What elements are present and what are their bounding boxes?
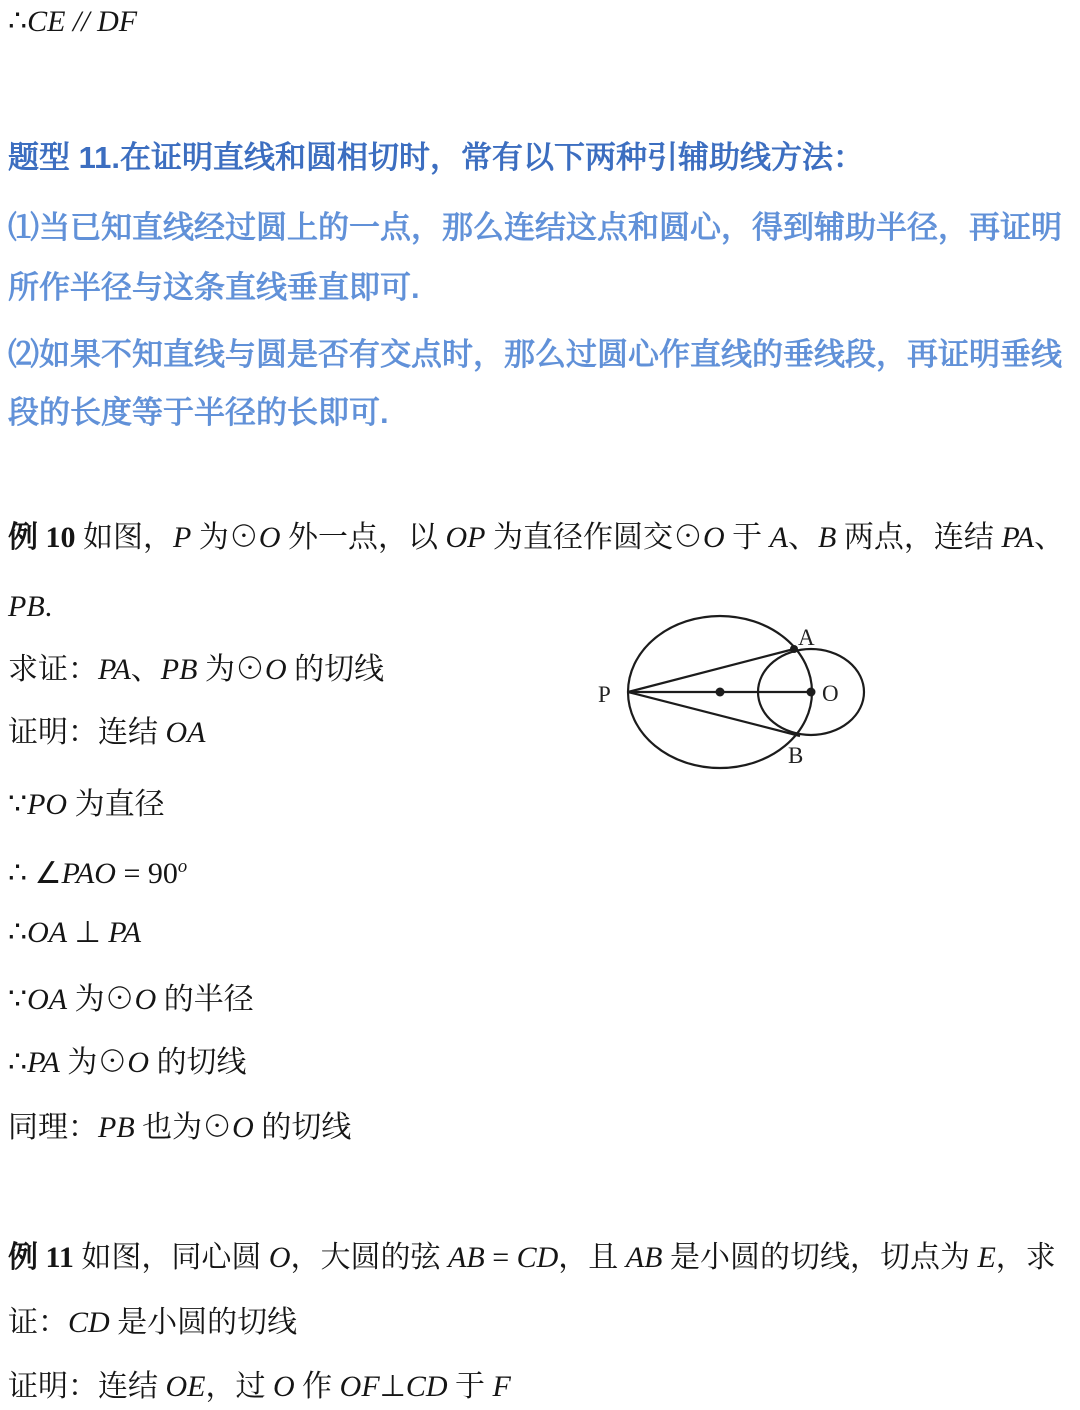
text-segment: 、 [788,521,818,554]
text-segment: 所作半径与这条直线垂直即可. [8,270,420,305]
point-o-dot [807,688,816,697]
text-segment: 是小圆的切线，切点为 [662,1241,978,1274]
text-segment: 的切线 [286,653,385,686]
text-segment: 证明：连结 [8,1370,166,1403]
text-segment: P [173,521,192,554]
text-segment: ∴ [8,916,28,949]
text-segment: PB [160,653,198,686]
text-segment: PA [108,916,142,949]
text-segment: O [232,1111,254,1144]
text-segment: ∵ [8,788,28,821]
text-segment: CD [516,1241,559,1274]
text-segment: F [492,1370,511,1403]
text-segment: O [703,521,725,554]
text-segment: CD [405,1370,448,1403]
text-segment: O [127,1046,150,1079]
proof-step-angle-pao-90 [8,845,187,896]
text-segment: 证明：连结 [8,716,166,749]
text-segment: 于 [447,1370,493,1403]
text-segment: 为⊙ [67,983,135,1016]
text-segment: 的半径 [156,983,254,1016]
example-10-to-prove [8,648,384,692]
text-segment: E [977,1241,996,1274]
text-segment: ，求 [995,1241,1056,1274]
proof-step-oa-radius [8,978,254,1022]
proof-step-pb-tangent-likewise [8,1106,351,1150]
text-segment: O [134,983,157,1016]
text-segment: 例 10 [8,521,83,554]
example-10-statement-line-1 [8,516,1064,560]
method-1-line-2 [8,266,420,310]
text-segment: 求证： [8,653,98,686]
point-a-dot [790,645,798,653]
text-segment: AB [625,1241,663,1274]
label-p: P [598,682,611,707]
text-segment: ∴ [8,1046,28,1079]
text-segment: ∴ ∠ [8,857,62,890]
geometry-figure [560,603,900,788]
text-segment: PB [8,590,45,623]
text-segment: ⊥ [67,916,109,949]
method-1-line-1 [8,206,1062,250]
text-segment: . [44,590,53,623]
text-segment: 外一点，以 [280,521,446,554]
text-segment: 为直径 [67,788,165,821]
text-segment: OA [27,983,68,1016]
text-segment: OF [339,1370,380,1403]
proof-step-oa-perp-pa [8,911,141,955]
text-segment: 同理： [8,1111,98,1144]
text-segment: O [273,1370,295,1403]
text-segment: AB [448,1241,485,1274]
segment-pa [628,649,794,692]
text-segment: PAO [61,857,116,890]
text-segment: 题型 11.在证明直线和圆相切时，常有以下两种引辅助线方法： [8,140,864,175]
text-segment: OA [27,916,68,949]
text-segment: CE // DF [27,5,138,38]
method-2-line-2 [8,391,389,435]
text-segment: B [818,521,837,554]
example-11-proof-start [8,1365,511,1409]
text-segment: 例 11 [8,1241,82,1274]
proof-step-po-diameter [8,783,165,827]
text-segment: 、 [130,653,161,686]
text-segment: ∵ [8,983,28,1016]
example-10-proof-start [8,711,206,755]
text-segment: = 90 [115,857,178,890]
text-segment: 为直径作圆交⊙ [485,521,703,554]
text-segment: A [769,521,788,554]
text-segment: ∴ [8,5,28,38]
text-segment: o [177,856,188,877]
text-segment: 是小圆的切线 [109,1306,298,1339]
text-segment: 为⊙ [191,521,259,554]
text-segment: ⑵如果不知直线与圆是否有交点时，那么过圆心作直线的垂线段，再证明垂线 [8,337,1062,372]
text-segment: 为⊙ [59,1046,128,1079]
text-segment: PA [98,653,131,686]
label-a: A [798,625,815,650]
example-11-statement-line-2 [8,1301,297,1345]
text-segment: 如图， [83,521,173,554]
text-segment: 、 [1034,521,1065,554]
text-segment: 证： [8,1306,68,1339]
text-segment: OP [445,521,486,554]
conclusion-ce-parallel-df [8,0,137,44]
text-segment: 如图，同心圆 [81,1241,269,1274]
label-b: B [788,743,804,768]
text-segment: ，过 [205,1370,273,1403]
text-segment: 为⊙ [197,653,265,686]
text-segment: ⊥ [379,1370,406,1403]
text-segment: 也为⊙ [134,1111,233,1144]
text-segment: CD [68,1306,110,1339]
text-segment: O [258,521,281,554]
example-11-statement-line-1 [8,1236,1056,1280]
text-segment: OA [165,716,206,749]
text-segment: 作 [294,1370,340,1403]
text-segment: PA [27,1046,60,1079]
topic-11-heading [8,136,864,180]
text-segment: OE [165,1370,206,1403]
text-segment: PA [1001,521,1035,554]
segment-pb [628,692,800,736]
text-segment: 的切线 [253,1111,352,1144]
text-segment: O [268,1241,291,1274]
method-2-line-1 [8,333,1062,377]
label-o: O [822,681,839,706]
text-segment: 于 [724,521,770,554]
example-10-statement-line-2 [8,585,52,629]
text-segment: 的切线 [149,1046,247,1079]
text-segment: = [484,1241,517,1274]
text-segment: ⑴当已知直线经过圆上的一点，那么连结这点和圆心，得到辅助半径，再证明 [8,210,1062,245]
text-segment: O [264,653,287,686]
text-segment: PB [98,1111,135,1144]
text-segment: PO [27,788,68,821]
center-dot [716,688,725,697]
text-segment: 段的长度等于半径的长即可. [8,395,389,430]
text-segment: ，且 [558,1241,626,1274]
text-segment: 两点，连结 [836,521,1002,554]
proof-step-pa-tangent [8,1041,247,1085]
text-segment: ，大圆的弦 [290,1241,449,1274]
